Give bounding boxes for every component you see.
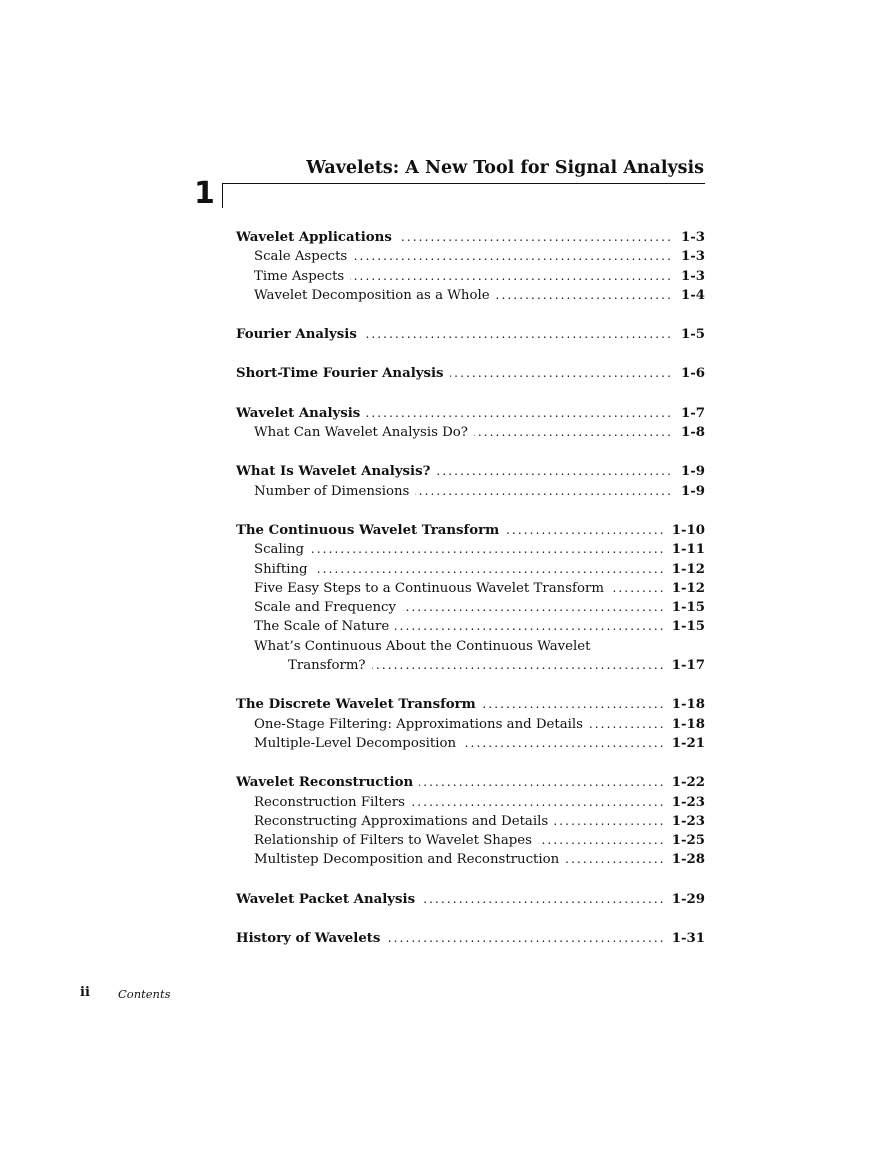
dot-leader <box>398 228 673 247</box>
toc-entry-subsection[interactable] <box>236 734 705 753</box>
toc-entry-label: What Is Wavelet Analysis? <box>236 464 431 480</box>
title-rule-horizontal <box>222 183 705 184</box>
toc-entry-subsection[interactable] <box>236 850 705 869</box>
toc-entry-subsection[interactable] <box>236 637 705 656</box>
toc-entry-section[interactable] <box>236 890 705 909</box>
toc-entry-subsection[interactable] <box>236 423 705 442</box>
toc-entry-page-number: 1-28 <box>671 852 705 868</box>
toc-entry-section[interactable] <box>236 404 705 423</box>
toc-entry-subsection[interactable] <box>236 247 705 266</box>
toc-entry-subsection[interactable] <box>236 560 705 579</box>
toc-entry-label: Number of Dimensions <box>254 483 410 499</box>
toc-entry-label: The Discrete Wavelet Transform <box>236 697 476 713</box>
toc-section <box>236 404 705 443</box>
dot-leader <box>350 267 673 286</box>
toc-entry-section[interactable] <box>236 773 705 792</box>
toc-entry-subsection[interactable] <box>236 482 705 501</box>
dot-leader <box>310 540 666 559</box>
dot-leader <box>482 695 666 714</box>
toc-section <box>236 364 705 383</box>
toc-entry-page-number: 1-25 <box>671 833 705 849</box>
toc-entry-label: What Can Wavelet Analysis Do? <box>254 425 468 441</box>
toc-entry-label: Wavelet Applications <box>236 230 392 245</box>
dot-leader <box>565 850 666 869</box>
toc-section <box>236 521 705 675</box>
toc-entry-subsection[interactable] <box>236 793 705 812</box>
dot-leader <box>314 560 666 579</box>
toc-section <box>236 325 705 344</box>
dot-leader <box>462 734 666 753</box>
toc-entry-label: One-Stage Filtering: Approximations and Details <box>254 716 584 732</box>
toc-entry-subsection[interactable] <box>236 579 705 598</box>
chapter-number: 1 <box>194 176 215 211</box>
toc-section <box>236 890 705 909</box>
dot-leader <box>372 656 666 675</box>
toc-entry-page-number: 1-17 <box>671 658 705 674</box>
toc-entry-subsection[interactable] <box>236 656 705 675</box>
toc-entry-page-number: 1-21 <box>671 735 705 751</box>
toc-entry-label: Relationship of Filters to Wavelet Shapes <box>254 833 533 849</box>
toc-entry-label: Reconstruction Filters <box>254 794 405 810</box>
toc-entry-page-number: 1-29 <box>671 891 705 907</box>
toc-entry-label: Wavelet Decomposition as a Whole <box>254 287 490 303</box>
dot-leader <box>610 579 666 598</box>
toc-entry-label: Short-Time Fourier Analysis <box>236 366 444 382</box>
dot-leader <box>353 247 673 266</box>
toc-entry-label: Fourier Analysis <box>236 327 357 343</box>
toc-entry-label: Scale Aspects <box>254 249 348 265</box>
dot-leader <box>421 890 666 909</box>
toc-entry-page-number: 1-9 <box>680 483 705 499</box>
toc-entry-label: Shifting <box>254 561 308 577</box>
toc-entry-page-number: 1-5 <box>680 327 705 343</box>
toc-entry-label: Scale and Frequency <box>254 600 396 616</box>
toc-entry-label: History of Wavelets <box>236 931 381 947</box>
dot-leader <box>411 793 666 812</box>
toc-entry-page-number: 1-3 <box>680 230 705 245</box>
toc-entry-page-number: 1-18 <box>671 697 705 713</box>
toc-entry-page-number: 1-9 <box>680 464 705 480</box>
toc-entry-subsection[interactable] <box>236 715 705 734</box>
dot-leader <box>589 715 666 734</box>
toc-entry-page-number: 1-11 <box>671 542 705 558</box>
dot-leader <box>538 831 666 850</box>
toc-entry-label: Reconstructing Approximations and Details <box>254 813 549 829</box>
toc-section <box>236 228 705 305</box>
toc-entry-label: The Continuous Wavelet Transform <box>236 522 500 538</box>
toc-entry-page-number: 1-6 <box>680 366 705 382</box>
toc-entry-page-number: 1-23 <box>671 794 705 810</box>
chapter-title: Wavelets: A New Tool for Signal Analysis <box>306 158 704 178</box>
toc-entry-label: Wavelet Analysis <box>236 405 361 421</box>
dot-leader <box>395 617 666 636</box>
toc-section <box>236 929 705 948</box>
toc-entry-section[interactable] <box>236 228 705 247</box>
dot-leader <box>496 286 673 305</box>
toc-entry-page-number: 1-22 <box>671 775 705 791</box>
toc-entry-section[interactable] <box>236 325 705 344</box>
toc-entry-page-number: 1-3 <box>680 249 705 265</box>
toc-entry-subsection[interactable] <box>236 598 705 617</box>
dot-leader <box>386 929 665 948</box>
toc-entry-label: Transform? <box>288 658 366 674</box>
toc-entry-page-number: 1-18 <box>671 716 705 732</box>
footer-page-number: ii <box>80 985 90 1000</box>
toc-entry-label: Five Easy Steps to a Continuous Wavelet Transform <box>254 580 604 596</box>
toc-entry-page-number: 1-3 <box>680 268 705 284</box>
toc-entry-section[interactable] <box>236 929 705 948</box>
toc-entry-page-number: 1-15 <box>671 619 705 635</box>
dot-leader <box>419 773 666 792</box>
table-of-contents <box>236 228 705 968</box>
dot-leader <box>363 325 673 344</box>
toc-entry-subsection[interactable] <box>236 812 705 831</box>
dot-leader <box>415 482 673 501</box>
toc-entry-page-number: 1-8 <box>680 425 705 441</box>
toc-section <box>236 773 705 869</box>
toc-entry-page-number: 1-12 <box>671 561 705 577</box>
toc-entry-page-number: 1-4 <box>680 287 705 303</box>
toc-entry-page-number: 1-12 <box>671 580 705 596</box>
toc-entry-section[interactable] <box>236 695 705 714</box>
footer-section-label: Contents <box>118 987 171 1001</box>
toc-entry-section[interactable] <box>236 521 705 540</box>
dot-leader <box>402 598 666 617</box>
dot-leader <box>505 521 666 540</box>
toc-entry-label: Time Aspects <box>254 268 345 284</box>
toc-entry-label: Wavelet Packet Analysis <box>236 891 416 907</box>
toc-entry-page-number: 1-7 <box>680 405 705 421</box>
toc-entry-subsection[interactable] <box>236 831 705 850</box>
toc-entry-page-number: 1-23 <box>671 813 705 829</box>
dot-leader <box>450 364 673 383</box>
toc-entry-page-number: 1-10 <box>671 522 705 538</box>
toc-entry-subsection[interactable] <box>236 617 705 636</box>
dot-leader <box>436 462 673 481</box>
toc-entry-page-number: 1-15 <box>671 600 705 616</box>
toc-entry-section[interactable] <box>236 462 705 481</box>
toc-entry-label: Scaling <box>254 542 305 558</box>
toc-entry-page-number: 1-31 <box>671 931 705 947</box>
toc-entry-section[interactable] <box>236 364 705 383</box>
toc-entry-label: What’s Continuous About the Continuous Wavelet <box>254 638 591 654</box>
dot-leader <box>474 423 673 442</box>
toc-entry-label: The Scale of Nature <box>254 619 390 635</box>
toc-section <box>236 462 705 501</box>
toc-entry-subsection[interactable] <box>236 540 705 559</box>
toc-entry-label: Multistep Decomposition and Reconstruction <box>254 852 560 868</box>
toc-entry-subsection[interactable] <box>236 286 705 305</box>
toc-entry-label: Multiple-Level Decomposition <box>254 735 457 751</box>
toc-entry-label: Wavelet Reconstruction <box>236 775 414 791</box>
dot-leader <box>554 812 666 831</box>
dot-leader <box>366 404 673 423</box>
title-rule-vertical <box>222 183 223 208</box>
toc-section <box>236 695 705 753</box>
toc-entry-subsection[interactable] <box>236 267 705 286</box>
